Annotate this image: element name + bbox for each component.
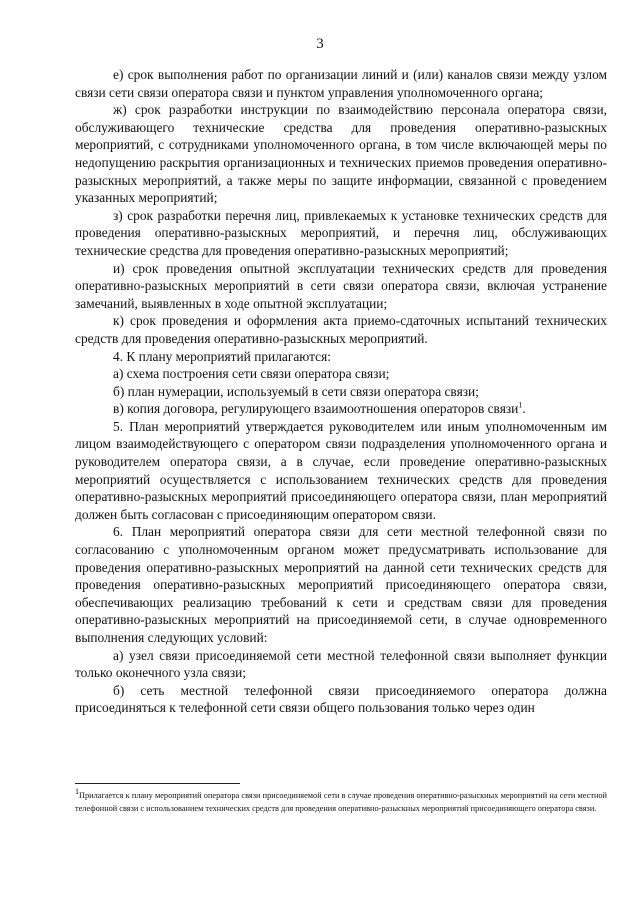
paragraph-i: и) срок проведения опытной эксплуатации технических средств для проведения оперативно-разыскных мероприятий в сети связи оператора связи, включая устранение замечаний, выявленных в ходе опытной эксплуатации;	[75, 260, 607, 311]
paragraph-zh: ж) срок разработки инструкции по взаимодействию персонала оператора связи, обслуживающего технические средства для проведения оперативно-разыскных мероприятий, с сотрудниками уполномоченного органа, в том числе включающей меры по недопущению раскрытия организационных и технических приемов проведения оперативно-разыскных мероприятий, а также меры по защите информации, связанной с проведением указанных мероприятий;	[75, 102, 607, 206]
footnote-separator	[75, 783, 240, 784]
paragraph-6: 6. План мероприятий оператора связи для сети местной телефонной связи по согласованию с уполномоченным органом может предусматривать использование для проведения оперативно-разыскных мероприятий на данной сети технических средств для проведения оперативно-разыскных мероприятий присоединяющего оператора связи, обеспечивающих реализацию требований к сети и средствам связи для проведения оперативно-разыскных мероприятий на присоединяемой сети, в случае одновременного выполнения следующих условий:	[75, 524, 607, 645]
list-item-v-text: в) копия договора, регулирующего взаимоотношения операторов связи	[113, 401, 519, 417]
footnote	[75, 789, 607, 815]
paragraph-6-b: б) сеть местной телефонной связи присоединяемого оператора должна присоединяться к телефонной сети связи общего пользования только через один	[75, 682, 607, 716]
list-item-a: а) схема построения сети связи оператора связи;	[113, 366, 390, 382]
document-body	[75, 66, 607, 717]
footnote-marker: 1	[75, 787, 79, 797]
paragraph-e: е) срок выполнения работ по организации линий и (или) каналов связи между узлом связи сети связи оператора связи и пунктом управления уполномоченного органа;	[75, 67, 607, 100]
footnote-text: Прилагается к плану мероприятий оператора связи присоединяемой сети в случае проведения оперативно-разыскных мероприятий на сети местной телефонной связи с использованием технических средств для проведения оперативно-разыскных мероприятий присоединяющего оператора связи.	[75, 791, 607, 813]
footnote-reference: 1	[518, 400, 523, 410]
list-item-b: б) план нумерации, используемый в сети связи оператора связи;	[113, 383, 479, 399]
list-item-v: в) копия договора, регулирующего взаимоотношения операторов связи$^1$.	[113, 400, 526, 417]
paragraph-4-heading: 4. К плану мероприятий прилагаются:	[113, 348, 331, 364]
page-number: 3	[316, 36, 324, 52]
paragraph-z: з) срок разработки перечня лиц, привлекаемых к установке технических средств для проведения оперативно-разыскных мероприятий, и перечня лиц, обслуживающих технические средства для проведения оперативно-разыскных мероприятий;	[75, 207, 607, 258]
paragraph-5: 5. План мероприятий утверждается руководителем или иным уполномоченным им лицом взаимодействующего с оператором связи подразделения уполномоченного органа и руководителем оператора связи, а в случае, если проведение оперативно-разыскных мероприятий осуществляется с использованием технических средств для проведения оперативно-разыскных мероприятий присоединяющего оператора связи, план мероприятий должен быть согласован с присоединяющим оператором связи.	[75, 418, 607, 522]
paragraph-6-a: а) узел связи присоединяемой сети местной телефонной связи выполняет функции только оконечного узла связи;	[75, 647, 607, 681]
paragraph-k: к) срок проведения и оформления акта приемо-сдаточных испытаний технических средств для проведения оперативно-разыскных мероприятий.	[75, 313, 607, 346]
